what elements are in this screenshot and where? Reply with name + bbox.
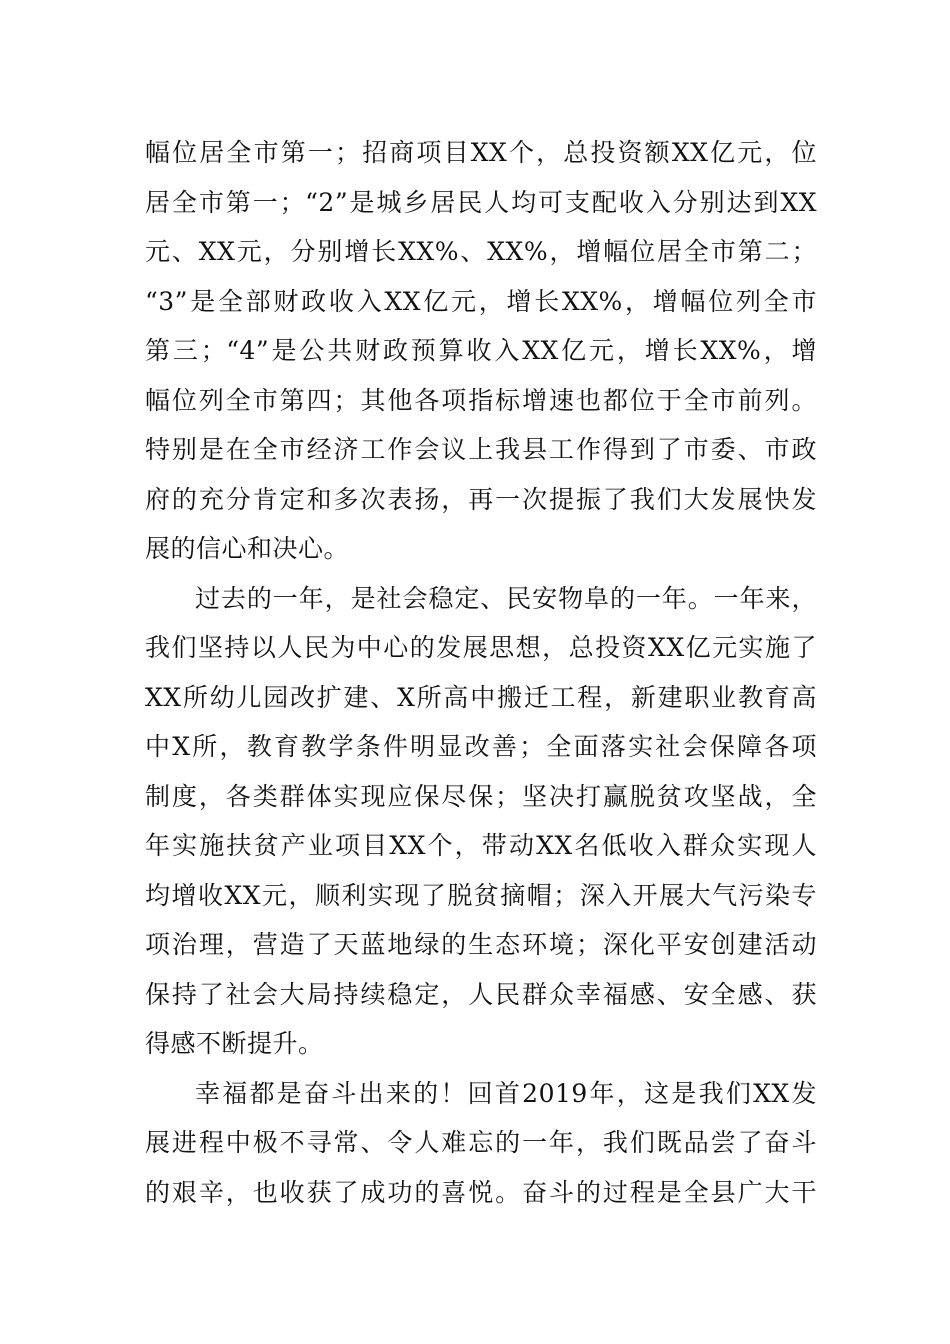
text-line: 年实施扶贫产业项目XX个，带动XX名低收入群众实现人 — [145, 831, 817, 860]
text-line: 得感不断提升。 — [145, 1029, 324, 1058]
text-line: 制度，各类群体实现应保尽保；坚决打赢脱贫攻坚战，全 — [145, 781, 817, 811]
paragraph-start-line: 过去的一年，是社会稳定、民安物阜的一年。一年来， — [195, 583, 817, 613]
text-line: 的艰辛，也收获了成功的喜悦。奋斗的过程是全县广大干 — [145, 1177, 817, 1207]
text-line: 保持了社会大局持续稳定，人民群众幸福感、安全感、获 — [145, 979, 817, 1009]
text-line: 特别是在全市经济工作会议上我县工作得到了市委、市政 — [145, 435, 817, 464]
text-line: 展的信心和决心。 — [145, 534, 350, 563]
text-line: 项治理，营造了天蓝地绿的生态环境；深化平安创建活动 — [145, 930, 817, 959]
text-line: 居全市第一；“2”是城乡居民人均可支配收入分别达到XX — [145, 187, 817, 217]
text-line: 我们坚持以人民为中心的发展思想，总投资XX亿元实施了 — [145, 633, 817, 662]
text-line: 幅位居全市第一；招商项目XX个，总投资额XX亿元，位 — [145, 138, 817, 167]
paragraph-start-line: 幸福都是奋斗出来的！回首2019年，这是我们XX发 — [195, 1078, 817, 1108]
text-line: 中X所，教育教学条件明显改善；全面落实社会保障各项 — [145, 732, 817, 761]
text-line: 均增收XX元，顺利实现了脱贫摘帽；深入开展大气污染专 — [145, 880, 817, 910]
text-line: 元、XX元，分别增长XX%、XX%，增幅位居全市第二； — [145, 237, 817, 266]
document-body — [145, 128, 817, 1217]
text-line: XX所幼儿园改扩建、X所高中搬迁工程，新建职业教育高 — [145, 682, 817, 712]
text-line: 第三；“4”是公共财政预算收入XX亿元，增长XX%，增 — [145, 336, 817, 365]
text-line: “3”是全部财政收入XX亿元，增长XX%，增幅位列全市 — [145, 286, 817, 316]
text-line: 府的充分肯定和多次表扬，再一次提振了我们大发展快发 — [145, 484, 817, 514]
text-line: 展进程中极不寻常、令人难忘的一年，我们既品尝了奋斗 — [145, 1128, 817, 1157]
text-line: 幅位列全市第四；其他各项指标增速也都位于全市前列。 — [145, 385, 817, 415]
